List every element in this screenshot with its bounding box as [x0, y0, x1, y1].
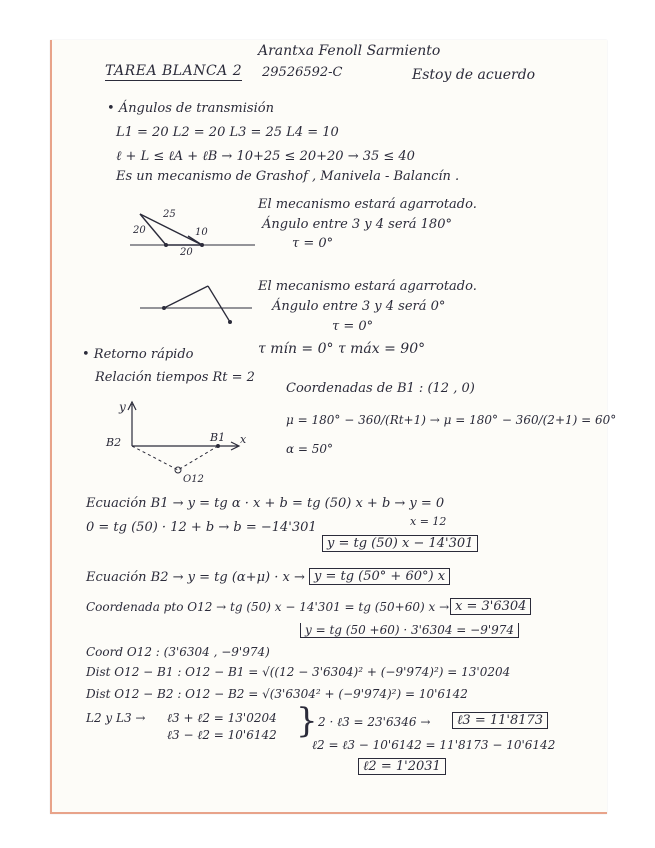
system-eq-2: ℓ3 − ℓ2 = 10'6142 [167, 728, 277, 742]
x-axis-label: x [240, 433, 247, 446]
diagram1-note3: τ = 0° [292, 236, 334, 251]
grashof-inequality: ℓ + L ≤ ℓA + ℓB → 10+25 ≤ 20+20 → 35 ≤ 40 [116, 149, 415, 164]
dist-o12-b2: Dist O12 − B2 : O12 − B2 = √(3'6304² + (−9'974)²) = 10'6142 [86, 687, 468, 701]
system-brace: } [296, 701, 318, 741]
system-eq-1: ℓ3 + ℓ2 = 13'0204 [167, 711, 277, 725]
o12-label: O12 [183, 474, 204, 485]
alpha-value: α = 50° [286, 442, 334, 456]
mu-equation: μ = 180° − 360/(Rt+1) → μ = 180° − 360/(2+1) = 60° [286, 413, 617, 427]
diagram1-note1: El mecanismo estará agarrotado. [258, 197, 477, 212]
time-relation: Relación tiempos Rt = 2 [95, 370, 255, 385]
agreement-note: Estoy de acuerdo [412, 67, 536, 83]
eq-b1-x: x = 12 [410, 515, 447, 528]
b1-coordinates: Coordenadas de B1 : (12 , 0) [286, 381, 475, 396]
mechanism-conclusion: Es un mecanismo de Grashof , Manivela - Balancín . [116, 169, 460, 184]
b1-label: B1 [210, 431, 226, 444]
diagram2-note2: Ángulo entre 3 y 4 será 0° [272, 299, 446, 314]
joint-b1 [216, 444, 220, 448]
l2-l3-label: L2 y L3 → [86, 711, 146, 725]
b2-label: B2 [106, 436, 122, 449]
eq-b2: Ecuación B2 → y = tg (α+μ) · x → [86, 570, 305, 585]
coord-o12-eq: Coordenada pto O12 → tg (50) x − 14'301 = tg (50+60) x → [86, 600, 450, 614]
diagram2-note3: τ = 0° [332, 319, 374, 334]
eq-b1-solve: 0 = tg (50) · 12 + b → b = −14'301 [86, 520, 317, 535]
dashed-link [178, 446, 218, 470]
solution-l2-eq: ℓ2 = ℓ3 − 10'6142 = 11'8173 − 10'6142 [312, 738, 556, 752]
y-axis-label: y [119, 400, 126, 414]
eq-b2-result: y = tg (50° + 60°) x [309, 568, 450, 585]
dashed-link [132, 446, 178, 470]
eq-b1-result: y = tg (50) x − 14'301 [322, 535, 478, 552]
dim-label: 25 [163, 209, 176, 220]
section-heading-quick-return: • Retorno rápido [82, 347, 194, 362]
solution-l3-result: ℓ3 = 11'8173 [452, 712, 548, 729]
section-heading-transmission: • Ángulos de transmisión [107, 101, 274, 116]
dim-label: 20 [133, 225, 146, 236]
coord-o12-y: y = tg (50 +60) · 3'6304 = −9'974 [300, 623, 519, 638]
joint [228, 320, 232, 324]
student-id: 29526592-C [262, 65, 343, 80]
eq-b1: Ecuación B1 → y = tg α · x + b = tg (50) x + b → y = 0 [86, 496, 445, 511]
link-lengths: L1 = 20 L2 = 20 L3 = 25 L4 = 10 [116, 125, 339, 140]
link [208, 286, 230, 322]
solution-l2-result: ℓ2 = 1'2031 [358, 758, 446, 775]
diagram1-note2: Ángulo entre 3 y 4 será 180° [262, 217, 452, 232]
dim-label: 10 [195, 227, 208, 238]
coord-o12-x-result: x = 3'6304 [450, 598, 531, 615]
diagram2-note1: El mecanismo estará agarrotado. [258, 279, 477, 294]
author-name: Arantxa Fenoll Sarmiento [258, 43, 441, 59]
joint [162, 306, 166, 310]
quick-return-sketch [110, 396, 250, 486]
dist-o12-b1: Dist O12 − B1 : O12 − B1 = √((12 − 3'6304)² + (−9'974)²) = 13'0204 [86, 665, 511, 679]
coord-o12-final: Coord O12 : (3'6304 , −9'974) [86, 645, 270, 659]
solution-l3-eq: 2 · ℓ3 = 23'6346 → [318, 715, 431, 729]
document-title: TAREA BLANCA 2 [105, 63, 243, 79]
dim-label: 20 [180, 247, 193, 258]
link [164, 286, 208, 308]
mechanism-sketch-2 [140, 280, 260, 340]
joint [164, 243, 168, 247]
tau-min-max: τ mín = 0° τ máx = 90° [258, 341, 426, 357]
